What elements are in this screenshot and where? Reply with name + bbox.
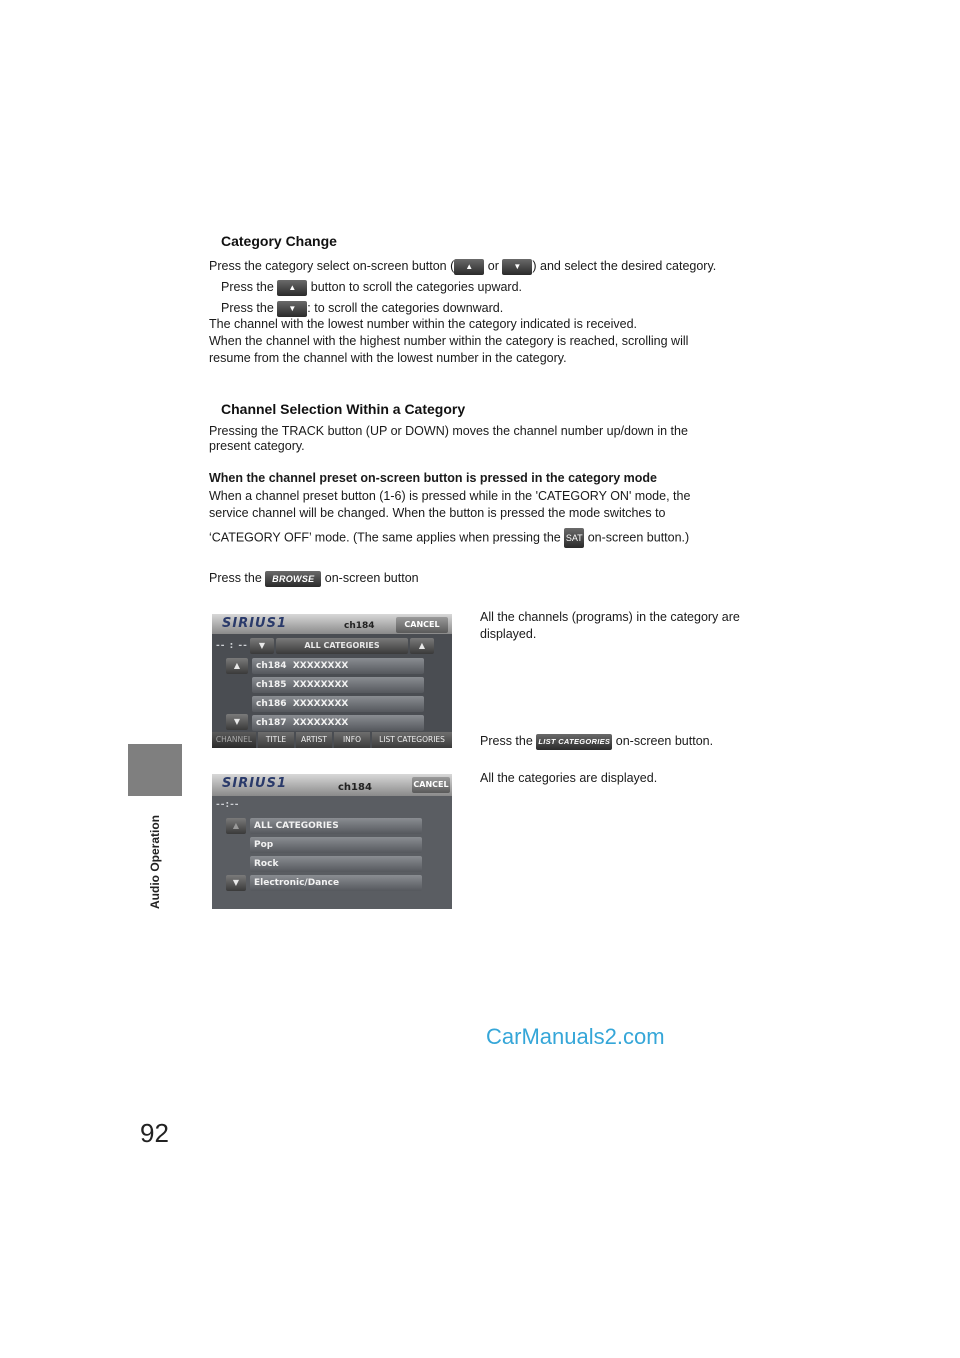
- list-up-button[interactable]: ▲: [226, 818, 246, 834]
- cancel-button[interactable]: CANCEL: [396, 617, 448, 633]
- para-scroll-down: Press the ▼ : to scroll the categories downward.: [221, 301, 504, 315]
- para-category-select: Press the category select on-screen button ( ▲ or ▼ ) and select the desired category.: [209, 259, 717, 273]
- para-list-categories: Press the LIST CATEGORIES on-screen button.: [480, 734, 714, 748]
- chapter-tab: [128, 744, 182, 796]
- browse-button-icon: BROWSE: [265, 571, 321, 587]
- note-lowest-channel: The channel with the lowest number within the category indicated is received.: [209, 317, 638, 331]
- heading-category-change: Category Change: [221, 233, 337, 249]
- para-preset-2: service channel will be changed. When the button is pressed the mode switches to: [209, 506, 666, 520]
- screen-category-list: [212, 774, 452, 909]
- list-item[interactable]: ch186 XXXXXXXX: [252, 696, 424, 712]
- category-up-button[interactable]: ▲: [410, 638, 434, 654]
- sat-button-icon: SAT: [564, 528, 584, 548]
- tab-title[interactable]: TITLE: [258, 732, 294, 748]
- up-arrow-icon: ▲: [454, 259, 484, 275]
- tab-channel[interactable]: CHANNEL: [212, 732, 256, 748]
- para-browse: Press the BROWSE on-screen button: [209, 571, 419, 585]
- para-scroll-up: Press the ▲ button to scroll the categories upward.: [221, 280, 523, 294]
- para-preset-1: When a channel preset button (1-6) is pressed while in the 'CATEGORY ON' mode, the: [209, 489, 691, 503]
- note-resume: resume from the channel with the lowest number in the category.: [209, 351, 567, 365]
- tab-info[interactable]: INFO: [334, 732, 370, 748]
- list-item[interactable]: Pop: [250, 837, 422, 853]
- time-display: -- : --: [216, 641, 248, 651]
- screen1-caption-1: All the channels (programs) in the category are: [480, 610, 740, 624]
- list-down-button[interactable]: ▼: [226, 875, 246, 891]
- list-item[interactable]: Electronic/Dance: [250, 875, 422, 891]
- screen1-caption-2: displayed.: [480, 627, 537, 641]
- channel-display: ch184: [344, 621, 375, 631]
- sirius-logo: SIRIUS1: [222, 616, 288, 631]
- subheading-preset: When the channel preset on-screen button is pressed in the category mode: [209, 471, 658, 485]
- time-display: --:--: [216, 800, 240, 810]
- tab-list-categories[interactable]: LIST CATEGORIES: [372, 732, 452, 748]
- watermark-text: CarManuals2.com: [486, 1024, 665, 1049]
- category-header: ALL CATEGORIES: [276, 638, 408, 654]
- list-categories-button-icon: LIST CATEGORIES: [536, 734, 612, 750]
- list-up-button[interactable]: ▲: [226, 658, 248, 674]
- list-item[interactable]: ch184 XXXXXXXX: [252, 658, 424, 674]
- list-item[interactable]: ALL CATEGORIES: [250, 818, 422, 834]
- para-track-2: present category.: [209, 439, 305, 453]
- page-number: 92: [140, 1118, 169, 1148]
- sirius-logo: SIRIUS1: [222, 776, 288, 791]
- list-item[interactable]: ch185 XXXXXXXX: [252, 677, 424, 693]
- up-arrow-icon: ▲: [277, 280, 307, 296]
- down-arrow-icon: ▼: [277, 301, 307, 317]
- down-arrow-icon: ▼: [502, 259, 532, 275]
- note-highest-channel: When the channel with the highest number within the category is reached, scrolling will: [209, 334, 689, 348]
- screen-channel-list: [212, 614, 452, 748]
- cancel-button[interactable]: CANCEL: [412, 777, 450, 793]
- heading-channel-selection: Channel Selection Within a Category: [221, 401, 466, 417]
- para-track-1: Pressing the TRACK button (UP or DOWN) moves the channel number up/down in the: [209, 424, 688, 438]
- list-down-button[interactable]: ▼: [226, 714, 248, 730]
- chapter-label: Audio Operation: [148, 815, 162, 909]
- channel-display: ch184: [338, 782, 372, 793]
- tab-artist[interactable]: ARTIST: [296, 732, 332, 748]
- para-preset-3: ‘CATEGORY OFF’ mode. (The same applies when pressing the SAT on-screen button.): [209, 528, 689, 548]
- list-item[interactable]: ch187 XXXXXXXX: [252, 715, 424, 731]
- screen2-caption: All the categories are displayed.: [480, 771, 658, 785]
- list-item[interactable]: Rock: [250, 856, 422, 872]
- category-down-button[interactable]: ▼: [250, 638, 274, 654]
